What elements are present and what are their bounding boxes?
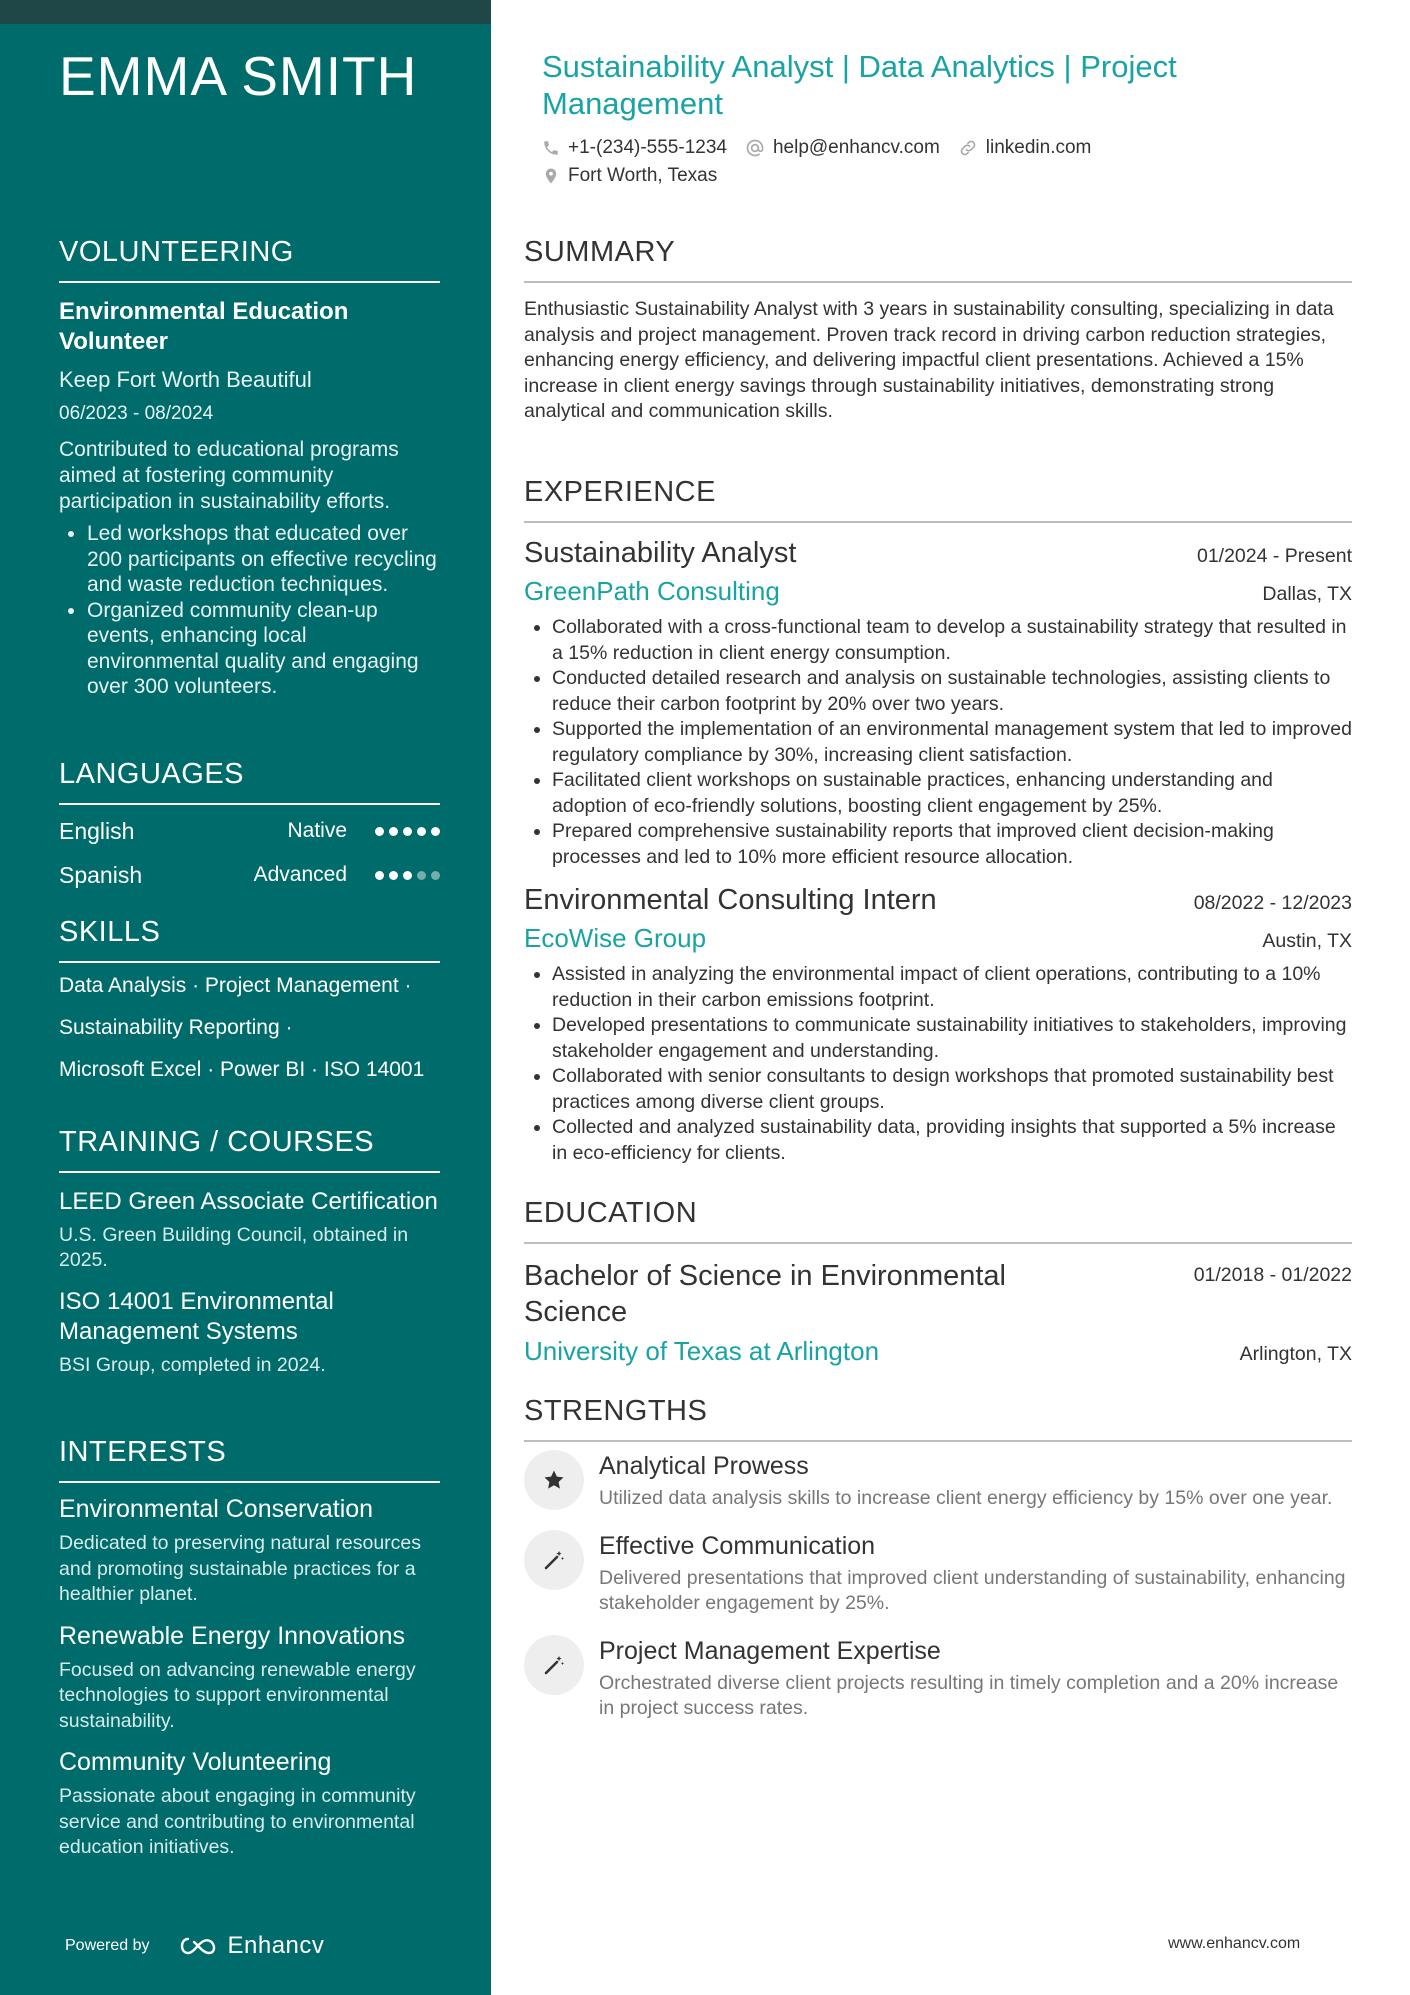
contact-info bbox=[542, 134, 1342, 190]
contact-row bbox=[542, 134, 1342, 162]
sidebar bbox=[0, 0, 491, 1995]
interests-title: INTERESTS bbox=[59, 1436, 440, 1483]
degree: Bachelor of Science in Environmental Science bbox=[524, 1260, 1006, 1328]
strength-item bbox=[524, 1530, 1352, 1617]
summary-title: SUMMARY bbox=[524, 236, 1352, 283]
job-header bbox=[524, 537, 1352, 570]
list-item: • Conducted detailed research and analysis on sustainable technologies, assisting clients to reduce their carbon footprint by 20% over two years. bbox=[552, 666, 1352, 717]
strength-title: Project Management Expertise bbox=[599, 1636, 941, 1665]
job-entry bbox=[524, 884, 1352, 1166]
email-text: help@enhancv.com bbox=[772, 137, 940, 158]
job-entry bbox=[524, 537, 1352, 870]
skills-line: Data Analysis · Project Management · bbox=[59, 974, 412, 997]
strength-body bbox=[599, 1450, 1332, 1512]
job-location: Dallas, TX bbox=[1262, 583, 1352, 605]
strength-title: Effective Communication bbox=[599, 1531, 876, 1560]
interest-desc: Focused on advancing renewable energy technologies to support environmental sustainability. bbox=[59, 1658, 416, 1732]
job-location: Austin, TX bbox=[1262, 930, 1352, 952]
contact-row bbox=[542, 162, 1342, 190]
candidate-name: EMMA SMITH bbox=[59, 45, 418, 107]
strength-item bbox=[524, 1450, 1352, 1512]
volunteer-org: Keep Fort Worth Beautiful bbox=[59, 367, 312, 392]
volunteer-bullets bbox=[59, 521, 440, 700]
school-name: University of Texas at Arlington bbox=[524, 1336, 880, 1366]
rating-dot bbox=[403, 827, 412, 836]
job-dates: 08/2022 - 12/2023 bbox=[1193, 892, 1352, 914]
contact-location bbox=[542, 165, 717, 187]
job-bullets bbox=[524, 962, 1352, 1166]
volunteering-title: VOLUNTEERING bbox=[59, 236, 440, 283]
at-icon bbox=[745, 138, 765, 158]
language-level: Advanced bbox=[253, 863, 347, 886]
strength-item bbox=[524, 1635, 1352, 1722]
strength-body bbox=[599, 1635, 1352, 1722]
strengths-section bbox=[524, 1395, 1352, 1740]
course-sub: U.S. Green Building Council, obtained in 2025. bbox=[59, 1224, 409, 1271]
rating-dot bbox=[417, 827, 426, 836]
enhancv-brand: Enhancv bbox=[227, 1932, 325, 1959]
job-subheader bbox=[524, 923, 1352, 954]
training-title: TRAINING / COURSES bbox=[59, 1126, 440, 1173]
rating-dot bbox=[417, 871, 426, 880]
rating-dot bbox=[431, 871, 440, 880]
strength-desc: Delivered presentations that improved client understanding of sustainability, enhancing stakeholder engagement by 25%. bbox=[599, 1566, 1346, 1614]
list-item: • Facilitated client workshops on sustainable practices, enhancing understanding and adoption of eco-friendly solutions, boosting client engagement by 25%. bbox=[552, 768, 1352, 819]
interest-title: Renewable Energy Innovations bbox=[59, 1621, 406, 1650]
sidebar-top-bar bbox=[0, 0, 491, 24]
strengths-title: STRENGTHS bbox=[524, 1395, 1352, 1442]
job-bullets bbox=[524, 615, 1352, 870]
company-name: EcoWise Group bbox=[524, 923, 707, 953]
course-title: LEED Green Associate Certification bbox=[59, 1188, 438, 1215]
job-title: Sustainability Analyst bbox=[524, 537, 797, 569]
company-name: GreenPath Consulting bbox=[524, 576, 780, 606]
contact-email[interactable] bbox=[745, 137, 940, 159]
list-item: • Collaborated with senior consultants to design workshops that promoted sustainability best practices among diverse client groups. bbox=[552, 1064, 1352, 1115]
magic-wand-icon bbox=[524, 1635, 584, 1695]
skills-title: SKILLS bbox=[59, 916, 440, 963]
volunteering-section bbox=[59, 236, 440, 700]
phone-icon bbox=[542, 139, 560, 157]
job-dates: 01/2024 - Present bbox=[1196, 545, 1352, 567]
language-row-english bbox=[59, 809, 440, 853]
strength-body bbox=[599, 1530, 1352, 1617]
linkedin-text: linkedin.com bbox=[985, 137, 1092, 158]
enhancv-logo-icon bbox=[176, 1935, 222, 1957]
skills-line: Sustainability Reporting · bbox=[59, 1016, 293, 1039]
language-rating bbox=[375, 871, 440, 880]
rating-dot bbox=[403, 871, 412, 880]
list-item: • Developed presentations to communicate sustainability initiatives to stakeholders, improving stakeholder engagement and understanding. bbox=[552, 1013, 1352, 1064]
languages-title: LANGUAGES bbox=[59, 758, 440, 805]
rating-dot bbox=[375, 871, 384, 880]
language-name: Spanish bbox=[59, 861, 143, 888]
interest-desc: Dedicated to preserving natural resources and promoting sustainable practices for a healthier planet. bbox=[59, 1532, 422, 1605]
language-row-spanish bbox=[59, 853, 440, 897]
list-item: • Assisted in analyzing the environmental impact of client operations, contributing to a 10% reduction in their carbon emissions footprint. bbox=[552, 962, 1352, 1013]
phone-text: +1-(234)-555-1234 bbox=[568, 137, 727, 158]
location-text: Fort Worth, Texas bbox=[568, 165, 718, 186]
contact-linkedin[interactable] bbox=[958, 137, 1092, 159]
list-item: • Supported the implementation of an environmental management system that led to improved regulatory compliance by 30%, increasing client satisfaction. bbox=[552, 717, 1352, 768]
education-title: EDUCATION bbox=[524, 1197, 1352, 1244]
strength-desc: Utilized data analysis skills to increase client energy efficiency by 15% over one year. bbox=[599, 1487, 1333, 1509]
magic-wand-icon bbox=[524, 1530, 584, 1590]
strength-desc: Orchestrated diverse client projects resulting in timely completion and a 20% increase in project success rates. bbox=[599, 1671, 1339, 1719]
powered-by bbox=[65, 1932, 324, 1960]
skills-line: Microsoft Excel · Power BI · ISO 14001 bbox=[59, 1058, 425, 1081]
skills-section bbox=[59, 916, 440, 1091]
volunteer-desc: Contributed to educational programs aimed at fostering community participation in sustainability efforts. bbox=[59, 438, 399, 513]
interest-title: Community Volunteering bbox=[59, 1748, 332, 1776]
list-item: • Collaborated with a cross-functional team to develop a sustainability strategy that resulted in a 15% reduction in client energy consumption. bbox=[552, 615, 1352, 666]
course-sub: BSI Group, completed in 2024. bbox=[59, 1354, 326, 1376]
headline: Sustainability Analyst | Data Analytics | Project Management bbox=[542, 49, 1177, 121]
interest-desc: Passionate about engaging in community service and contributing to environmental education initiatives. bbox=[59, 1785, 416, 1858]
languages-section bbox=[59, 758, 440, 897]
rating-dot bbox=[389, 871, 398, 880]
rating-dot bbox=[431, 827, 440, 836]
job-subheader bbox=[524, 576, 1352, 607]
star-icon bbox=[524, 1450, 584, 1510]
contact-phone[interactable] bbox=[542, 137, 727, 159]
education-location: Arlington, TX bbox=[1239, 1343, 1352, 1365]
website-link[interactable]: www.enhancv.com bbox=[1168, 1935, 1301, 1952]
education-header bbox=[524, 1258, 1352, 1330]
job-title: Environmental Consulting Intern bbox=[524, 884, 937, 916]
strength-title: Analytical Prowess bbox=[599, 1452, 809, 1480]
volunteer-dates: 06/2023 - 08/2024 bbox=[59, 403, 214, 424]
training-section bbox=[59, 1126, 440, 1392]
enhancv-logo[interactable] bbox=[176, 1932, 325, 1960]
education-subheader bbox=[524, 1336, 1352, 1367]
education-section bbox=[524, 1197, 1352, 1367]
education-dates: 01/2018 - 01/2022 bbox=[1193, 1264, 1352, 1286]
course-title: ISO 14001 Environmental Management Systems bbox=[59, 1288, 334, 1345]
list-item: • Led workshops that educated over 200 participants on effective recycling and waste reduction techniques. bbox=[87, 521, 440, 598]
language-name: English bbox=[59, 817, 135, 844]
rating-dot bbox=[375, 827, 384, 836]
summary-text: Enthusiastic Sustainability Analyst with 3 years in sustainability consulting, specializing in data analysis and project management. Proven track record in driving carbon reduction strategies, enhancing energy efficiency, and delivering impactful client presentations. Achieved a 15% increase in client energy savings through sustainability initiatives, demonstrating strong analytical and communication skills. bbox=[524, 298, 1334, 422]
experience-section bbox=[524, 476, 1352, 1166]
list-item: • Collected and analyzed sustainability data, providing insights that supported a 5% increase in eco-efficiency for clients. bbox=[552, 1115, 1352, 1166]
job-header bbox=[524, 884, 1352, 917]
language-level: Native bbox=[287, 819, 347, 842]
location-pin-icon bbox=[542, 166, 560, 186]
link-icon bbox=[958, 138, 978, 158]
rating-dot bbox=[389, 827, 398, 836]
language-rating bbox=[375, 827, 440, 836]
list-item: • Prepared comprehensive sustainability reports that improved client decision-making processes and led to 10% more efficient resource allocation. bbox=[552, 819, 1352, 870]
summary-section bbox=[524, 236, 1352, 425]
interests-section bbox=[59, 1436, 440, 1873]
list-item: • Organized community clean-up events, enhancing local environmental quality and engaging over 300 volunteers. bbox=[87, 598, 440, 700]
experience-title: EXPERIENCE bbox=[524, 476, 1352, 523]
volunteer-role: Environmental Education Volunteer bbox=[59, 298, 349, 355]
interest-title: Environmental Conservation bbox=[59, 1495, 374, 1523]
powered-by-label: Powered by bbox=[65, 1937, 150, 1954]
